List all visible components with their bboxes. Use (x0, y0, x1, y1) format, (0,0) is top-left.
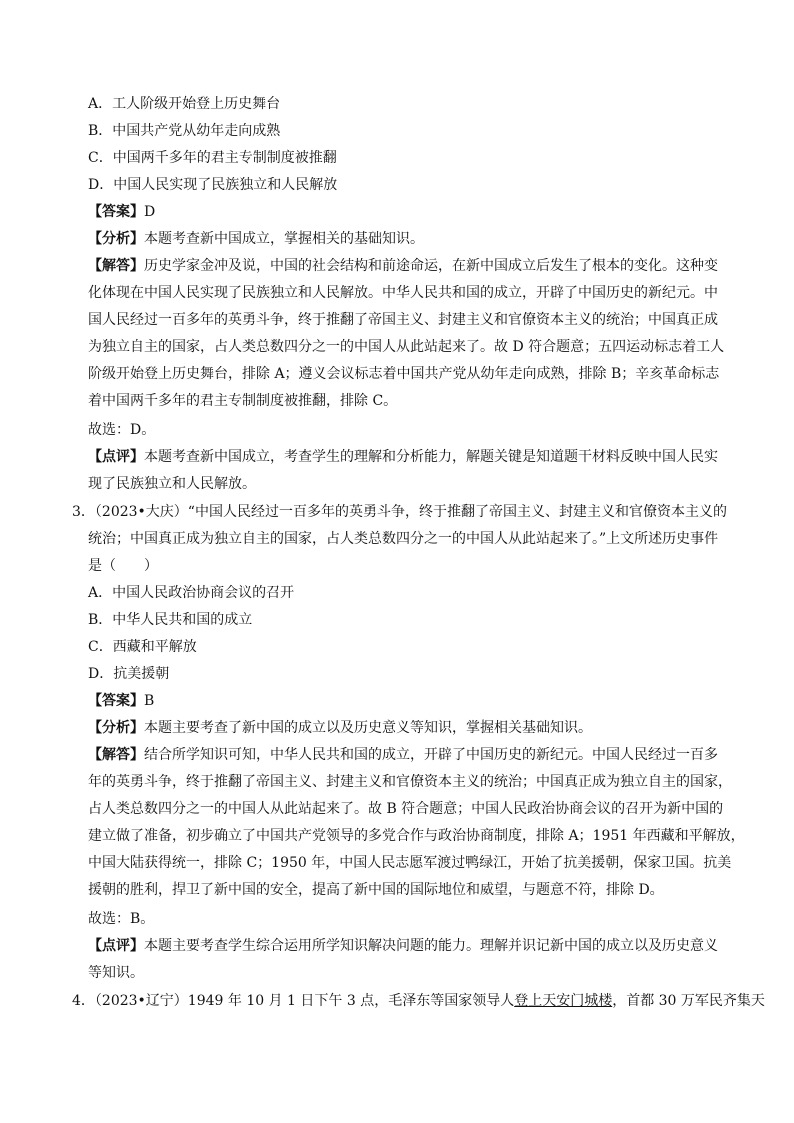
q2-choose: 故选：D。 (88, 422, 156, 438)
q3-answer (88, 691, 728, 711)
q2-solution-line-6: 着中国两千多年的君主专制制度被推翻，排除 C。 (88, 393, 398, 409)
q2-analysis (88, 229, 728, 249)
q2-solution-line-1 (88, 256, 728, 276)
q3-solution-line-3: 占人类总数四分之一的中国人从此站起来了。故 B 符合题意；中国人民政治协商会议的召开为新中国的 (88, 801, 724, 817)
comment-tag: 【点评】 (88, 449, 144, 465)
q3-comment-line-1 (88, 936, 728, 956)
q3-option-d: D．抗美援朝 (88, 666, 170, 682)
q3-solution-line-2: 年的英勇斗争，终于推翻了帝国主义、封建主义和官僚资本主义的统治；中国真正成为独立自主的国家， (88, 774, 732, 790)
q3-stem-line-1: 3．（2023•大庆）“中国人民经过一百多年的英勇斗争，终于推翻了帝国主义、封建主义和官僚资本主义的 (72, 504, 727, 520)
answer-value: B (144, 693, 155, 709)
q3-analysis (88, 718, 728, 738)
q3-comment-line-2: 等知识。 (88, 965, 144, 981)
answer-tag: 【答案】 (88, 693, 144, 709)
q3-solution-line-1 (88, 745, 728, 765)
q2-solution-line-4: 为独立自主的国家，占人类总数四分之一的中国人从此站起来了。故 D 符合题意；五四运动标志着工人 (88, 339, 725, 355)
solution-tag: 【解答】 (88, 747, 144, 763)
q3-solution-line-5: 中国大陆获得统一，排除 C；1950 年，中国人民志愿军渡过鸭绿江，开始了抗美援朝，保家卫国。抗美 (88, 855, 732, 871)
q3-solution-line-4: 建立做了准备，初步确立了中国共产党领导的多党合作与政治协商制度，排除 A；1951 年西藏和平解放， (88, 828, 745, 844)
analysis-tag: 【分析】 (88, 231, 144, 247)
q2-option-d: D．中国人民实现了民族独立和人民解放 (88, 177, 338, 193)
q4-stem-line-1 (72, 991, 765, 1011)
comment-text: 本题考查新中国成立，考查学生的理解和分析能力，解题关键是知道题干材料反映中国人民实 (144, 449, 718, 465)
analysis-tag: 【分析】 (88, 720, 144, 736)
q2-option-c: C．中国两千多年的君主专制制度被推翻 (88, 150, 337, 166)
answer-tag: 【答案】 (88, 204, 144, 220)
q3-solution-line-6: 援朝的胜利，捍卫了新中国的安全，提高了新中国的国际地位和威望，与题意不符，排除 D。 (88, 882, 664, 898)
solution-text: 历史学家金冲及说，中国的社会结构和前途命运，在新中国成立后发生了根本的变化。这种变 (144, 258, 718, 274)
q3-stem-line-2: 统治；中国真正成为独立自主的国家，占人类总数四分之一的中国人从此站起来了。”上文所述历史事件 (88, 531, 719, 547)
q2-option-b: B．中国共产党从幼年走向成熟 (88, 123, 281, 139)
q2-solution-line-5: 阶级开始登上历史舞台，排除 A；遵义会议标志着中国共产党从幼年走向成熟，排除 B；辛亥革命标志 (88, 366, 720, 382)
q2-answer (88, 202, 728, 222)
comment-text: 本题主要考查学生综合运用所学知识解决问题的能力。理解并识记新中国的成立以及历史意义 (144, 938, 718, 954)
q2-solution-line-3: 国人民经过一百多年的英勇斗争，终于推翻了帝国主义、封建主义和官僚资本主义的统治；中国真正成 (88, 312, 718, 328)
analysis-text: 本题主要考查了新中国的成立以及历史意义等知识，掌握相关基础知识。 (144, 720, 592, 736)
solution-text: 结合所学知识可知，中华人民共和国的成立，开辟了中国历史的新纪元。中国人民经过一百多 (144, 747, 718, 763)
comment-tag: 【点评】 (88, 938, 144, 954)
q4-stem-pre: 4．（2023•辽宁）1949 年 10 月 1 日下午 3 点，毛泽东等国家领导人 (72, 993, 515, 1009)
analysis-text: 本题考查新中国成立，掌握相关的基础知识。 (144, 231, 424, 247)
q3-option-b: B．中华人民共和国的成立 (88, 612, 253, 628)
q4-stem-post: ，首都 30 万军民齐集天 (612, 993, 765, 1009)
q2-option-a: A．工人阶级开始登上历史舞台 (88, 96, 281, 112)
q2-comment-line-1 (88, 447, 728, 467)
q2-comment-line-2: 现了民族独立和人民解放。 (88, 476, 256, 492)
q3-stem-line-3: 是（ ） (88, 558, 158, 574)
q4-stem-underlined: 登上天安门城楼 (514, 993, 613, 1009)
q3-option-c: C．西藏和平解放 (88, 639, 197, 655)
q3-option-a: A．中国人民政治协商会议的召开 (88, 585, 295, 601)
solution-tag: 【解答】 (88, 258, 144, 274)
answer-value: D (144, 204, 156, 220)
q3-choose: 故选：B。 (88, 911, 155, 927)
q2-solution-line-2: 化体现在中国人民实现了民族独立和人民解放。中华人民共和国的成立，开辟了中国历史的新纪元。中 (88, 285, 718, 301)
